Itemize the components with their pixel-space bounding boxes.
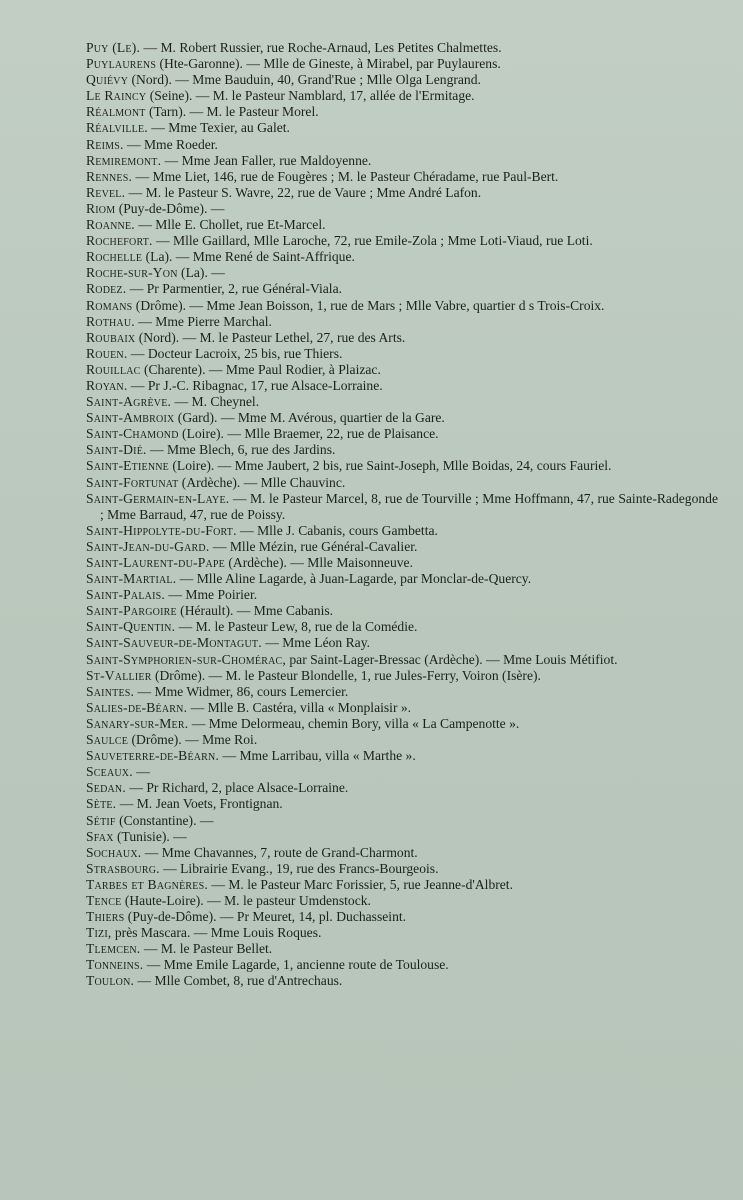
entry-place: Tizi, — [86, 925, 112, 941]
list-entry — [86, 668, 718, 684]
list-entry — [86, 571, 718, 587]
entry-detail: (Ardèche). — Mlle Maisonneuve. — [224, 555, 413, 570]
entry-detail: — Mlle Gaillard, Mlle Laroche, 72, rue Emile-Zola ; Mme Loti-Viaud, rue Loti. — [152, 233, 593, 249]
entry-place: Tarbes et Bagnères. — [86, 876, 208, 892]
list-entry — [86, 523, 718, 539]
list-entry — [86, 475, 718, 491]
entry-detail: (Tarn). — M. le Pasteur Morel. — [145, 104, 319, 120]
entry-place: Sochaux. — [86, 844, 142, 860]
entry-place: Toulon. — [86, 973, 135, 989]
entry-place: Saint-Fortunat — [86, 474, 179, 490]
entry-place: Sauveterre-de-Béarn. — [86, 748, 220, 764]
list-entry — [86, 973, 718, 989]
entry-detail: — Mme Larribau, villa « Marthe ». — [219, 748, 416, 764]
list-entry — [86, 104, 718, 120]
entry-detail: — Mlle J. Cabanis, cours Gambetta. — [236, 522, 438, 538]
entry-detail: (Drôme). — Mme Jean Boisson, 1, rue de Mars ; Mlle Vabre, quartier d s Trois-Croix. — [132, 297, 605, 313]
entry-place: Le Raincy — [86, 88, 147, 104]
entry-place: Salies-de-Béarn. — [86, 699, 188, 715]
entry-place: Sète. — [86, 796, 117, 812]
list-entry — [86, 829, 718, 845]
entry-detail: — M. le Pasteur Lew, 8, rue de la Comédie. — [175, 619, 418, 635]
entry-detail: — M. le Pasteur Marc Forissier, 5, rue Jeanne-d'Albret. — [207, 876, 513, 892]
entry-detail: (Hte-Garonne). — Mlle de Gineste, à Mirabel, par Puylaurens. — [156, 56, 501, 72]
list-entry — [86, 153, 718, 169]
list-entry — [86, 410, 718, 426]
entry-place: Saint-Quentin. — [86, 619, 176, 635]
entry-place: Riom — [86, 200, 116, 216]
entry-place: Roche-sur-Yon — [86, 265, 178, 281]
entry-place: Rochefort. — [86, 233, 153, 249]
entry-place: Saint-Etienne — [86, 458, 169, 474]
entry-detail: (Nord). — Mme Bauduin, 40, Grand'Rue ; Mlle Olga Lengrand. — [128, 72, 481, 88]
list-entry — [86, 56, 718, 72]
entry-detail: (Haute-Loire). — M. le pasteur Umdenstock. — [121, 892, 371, 908]
list-entry — [86, 780, 718, 796]
entry-place: Réalmont — [86, 104, 146, 120]
entry-detail: — Docteur Lacroix, 25 bis, rue Thiers. — [127, 345, 343, 361]
list-entry — [86, 72, 718, 88]
entry-place: Remiremont. — [86, 152, 162, 168]
list-entry — [86, 925, 718, 941]
entry-detail: par Saint-Lager-Bressac (Ardèche). — Mme Louis Métifiot. — [285, 651, 618, 667]
entry-place: Saint-Sauveur-de-Montagut. — [86, 635, 262, 651]
entry-place: Reims. — [86, 136, 124, 152]
list-entry — [86, 217, 718, 233]
list-entry — [86, 555, 718, 571]
list-entry — [86, 330, 718, 346]
entry-place: Saint-Symphorien-sur-Chomérac, — [86, 651, 286, 667]
entry-detail: (Charente). — Mme Paul Rodier, à Plaizac. — [140, 361, 381, 377]
entry-detail: — Mme Blech, 6, rue des Jardins. — [146, 442, 336, 458]
list-entry — [86, 88, 718, 104]
entry-detail: — M. le Pasteur S. Wavre, 22, rue de Vaure ; Mme André Lafon. — [125, 184, 482, 200]
entry-detail: — Mme Pierre Marchal. — [134, 313, 272, 329]
entry-detail: — M. Cheynel. — [171, 394, 260, 410]
list-entry — [86, 732, 718, 748]
entry-detail: (Puy-de-Dôme). — — [115, 200, 225, 216]
entry-place: Saint-Dié. — [86, 442, 147, 458]
list-entry — [86, 957, 718, 973]
list-entry — [86, 346, 718, 362]
entry-place: Sceaux. — [86, 764, 133, 780]
entry-detail: — Pr Parmentier, 2, rue Général-Viala. — [126, 281, 343, 297]
entry-detail: (Drôme). — Mme Roi. — [128, 732, 258, 748]
entry-place: Sfax — [86, 828, 114, 844]
list-entry — [86, 684, 718, 700]
entry-detail: (Seine). — M. le Pasteur Namblard, 17, allée de l'Ermitage. — [146, 88, 475, 104]
list-entry — [86, 603, 718, 619]
entry-detail: (Nord). — M. le Pasteur Lethel, 27, rue des Arts. — [135, 329, 406, 345]
entry-place: Réalville. — [86, 120, 148, 136]
list-entry — [86, 796, 718, 812]
entry-place: Saint-Agrève. — [86, 394, 172, 410]
list-entry — [86, 652, 718, 668]
entry-place: Saint-Germain-en-Laye. — [86, 490, 230, 506]
entry-detail: — Mme Jean Faller, rue Maldoyenne. — [161, 152, 372, 168]
entry-detail: — Librairie Evang., 19, rue des Francs-Bourgeois. — [159, 860, 439, 876]
list-entry — [86, 169, 718, 185]
entry-place: Roanne. — [86, 217, 135, 233]
entry-detail: — Mme Chavannes, 7, route de Grand-Charmont. — [141, 844, 418, 860]
entry-place: Saint-Hippolyte-du-Fort. — [86, 522, 237, 538]
address-list — [86, 40, 718, 990]
entry-place: Puylaurens — [86, 56, 157, 72]
entry-place: Rouen. — [86, 345, 128, 361]
list-entry — [86, 249, 718, 265]
list-entry — [86, 185, 718, 201]
list-entry — [86, 619, 718, 635]
entry-place: Saint-Martial. — [86, 571, 177, 587]
list-entry — [86, 201, 718, 217]
entry-place: Saint-Laurent-du-Pape — [86, 555, 225, 570]
entry-detail: — Mme Poirier. — [164, 587, 258, 603]
entry-detail: — — [132, 764, 150, 780]
list-entry — [86, 748, 718, 764]
entry-detail: — Mme Emile Lagarde, 1, ancienne route de Toulouse. — [143, 957, 449, 973]
list-entry — [86, 233, 718, 249]
entry-place: Sedan. — [86, 780, 126, 796]
entry-place: Puy (Le). — [86, 40, 141, 55]
list-entry — [86, 909, 718, 925]
list-entry — [86, 941, 718, 957]
entry-detail: — Mlle Combet, 8, rue d'Antrechaus. — [134, 973, 343, 989]
entry-place: Saint-Jean-du-Gard. — [86, 538, 210, 554]
entry-detail: — M. Robert Russier, rue Roche-Arnaud, Les Petites Chalmettes. — [140, 40, 502, 55]
entry-detail: — Mlle E. Chollet, rue Et-Marcel. — [134, 217, 326, 233]
entry-place: St-Vallier — [86, 667, 152, 683]
list-entry — [86, 877, 718, 893]
entry-place: Rochelle — [86, 249, 143, 265]
entry-detail: — Mlle B. Castéra, villa « Monplaisir ». — [187, 699, 412, 715]
entry-detail: — Mme Texier, au Galet. — [147, 120, 290, 136]
entry-detail: (Ardèche). — Mlle Chauvinc. — [178, 474, 346, 490]
entry-detail: — M. le Pasteur Bellet. — [140, 941, 273, 957]
entry-detail: (Drôme). — M. le Pasteur Blondelle, 1, rue Jules-Ferry, Voiron (Isère). — [151, 667, 541, 683]
entry-place: Rothau. — [86, 313, 135, 329]
entry-detail: (Tunisie). — — [113, 828, 187, 844]
entry-place: Saintes. — [86, 683, 135, 699]
entry-place: Saint-Ambroix — [86, 410, 175, 426]
list-entry — [86, 813, 718, 829]
list-entry — [86, 861, 718, 877]
entry-place: Tlemcen. — [86, 941, 141, 957]
entry-place: Thiers — [86, 909, 125, 925]
entry-detail: — Pr J.-C. Ribagnac, 17, rue Alsace-Lorraine. — [127, 377, 383, 393]
list-entry — [86, 442, 718, 458]
entry-place: Quiévy — [86, 72, 129, 88]
entry-detail: — M. le Pasteur Marcel, 8, rue de Tourville ; Mme Hoffmann, 47, rue Sainte-Radegonde ; Mme Barraud, 47, rue de Poissy. — [100, 490, 718, 522]
entry-detail: (Puy-de-Dôme). — Pr Meuret, 14, pl. Duchasseint. — [124, 909, 407, 925]
entry-detail: — Mme Léon Ray. — [261, 635, 371, 651]
entry-detail: — Mlle Aline Lagarde, à Juan-Lagarde, par Monclar-de-Quercy. — [176, 571, 532, 587]
list-entry — [86, 298, 718, 314]
list-entry — [86, 716, 718, 732]
entry-place: Roubaix — [86, 329, 136, 345]
entry-place: Royan. — [86, 377, 128, 393]
entry-place: Sétif — [86, 812, 116, 828]
list-entry — [86, 40, 718, 56]
entry-place: Rouillac — [86, 361, 141, 377]
entry-detail: (Constantine). — — [115, 812, 214, 828]
list-entry — [86, 378, 718, 394]
list-entry — [86, 491, 718, 523]
list-entry — [86, 587, 718, 603]
entry-place: Saint-Chamond — [86, 426, 179, 442]
entry-place: Saint-Pargoire — [86, 603, 177, 619]
list-entry — [86, 635, 718, 651]
entry-place: Strasbourg. — [86, 860, 160, 876]
entry-detail: — Mme Widmer, 86, cours Lemercier. — [134, 683, 349, 699]
entry-place: Tonneins. — [86, 957, 144, 973]
entry-detail: (Gard). — Mme M. Avérous, quartier de la Gare. — [174, 410, 445, 426]
entry-detail: — M. Jean Voets, Frontignan. — [116, 796, 283, 812]
list-entry — [86, 314, 718, 330]
list-entry — [86, 281, 718, 297]
entry-place: Rennes. — [86, 168, 133, 184]
entry-place: Revel. — [86, 184, 126, 200]
entry-detail: — Mme Liet, 146, rue de Fougères ; M. le Pasteur Chéradame, rue Paul-Bert. — [132, 168, 559, 184]
list-entry — [86, 893, 718, 909]
list-entry — [86, 700, 718, 716]
entry-place: Rodez. — [86, 281, 127, 297]
entry-detail: près Mascara. — Mme Louis Roques. — [111, 925, 322, 941]
list-entry — [86, 458, 718, 474]
list-entry — [86, 539, 718, 555]
list-entry — [86, 137, 718, 153]
entry-detail: — Mme Roeder. — [123, 136, 218, 152]
entry-detail: (Loire). — Mme Jaubert, 2 bis, rue Saint-Joseph, Mlle Boidas, 24, cours Fauriel. — [168, 458, 612, 474]
entry-place: Romans — [86, 297, 133, 313]
entry-place: Saulce — [86, 732, 129, 748]
list-entry — [86, 265, 718, 281]
entry-detail: — Mme Delormeau, chemin Bory, villa « La Campenotte ». — [188, 715, 520, 731]
list-entry — [86, 845, 718, 861]
entry-detail: (La). — Mme René de Saint-Affrique. — [142, 249, 355, 265]
list-entry — [86, 120, 718, 136]
entry-detail: (Hérault). — Mme Cabanis. — [176, 603, 334, 619]
entry-place: Sanary-sur-Mer. — [86, 715, 189, 731]
entry-place: Tence — [86, 892, 122, 908]
entry-detail: — Mlle Mézin, rue Général-Cavalier. — [209, 538, 418, 554]
list-entry — [86, 362, 718, 378]
entry-place: Saint-Palais. — [86, 587, 165, 603]
list-entry — [86, 764, 718, 780]
entry-detail: (Loire). — Mlle Braemer, 22, rue de Plaisance. — [178, 426, 439, 442]
entry-detail: (La). — — [177, 265, 225, 281]
entry-detail: — Pr Richard, 2, place Alsace-Lorraine. — [125, 780, 349, 796]
list-entry — [86, 394, 718, 410]
list-entry — [86, 426, 718, 442]
